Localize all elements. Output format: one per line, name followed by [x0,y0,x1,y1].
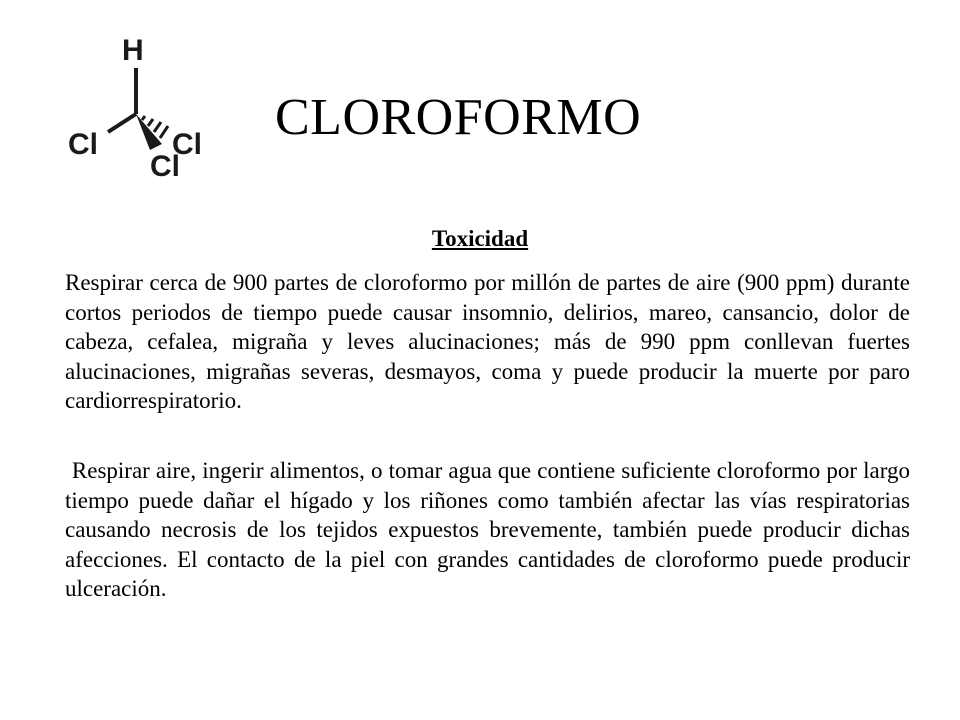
bond-c-cl-left [108,114,136,132]
paragraph-2: Respirar aire, ingerir alimentos, o tomar agua que contiene suficiente cloroformo por largo tiempo puede dañar el hígado y los riñones como también afectar las vías respiratorias causando necrosis de los tejidos expuestos brevemente, también puede producir dichas afecciones. El contacto de la piel con grandes cantidades de cloroformo puede producir ulceración. [65,458,910,602]
bond-c-cl-wedge [136,114,162,150]
atom-cl-left-label: Cl [68,128,98,161]
page-title: CLOROFORMO [275,89,642,146]
section-heading: Toxicidad [431,226,529,251]
atom-cl-right-label: Cl [172,128,202,161]
atom-h-label: H [122,34,144,67]
chloroform-structure-diagram [60,32,220,182]
paragraph-1: Respirar cerca de 900 partes de cloroformo por millón de partes de aire (900 ppm) durante cortos periodos de tiempo puede causar insomnio, delirios, mareo, cansancio, dolor de cabeza, cefalea, migraña y leves alucinaciones; más de 990 ppm conllevan fuertes alucinaciones, migrañas severas, desmayos, coma y puede producir la muerte por paro cardiorrespiratorio. [65,270,910,414]
atom-cl-front-label: Cl [150,150,180,182]
